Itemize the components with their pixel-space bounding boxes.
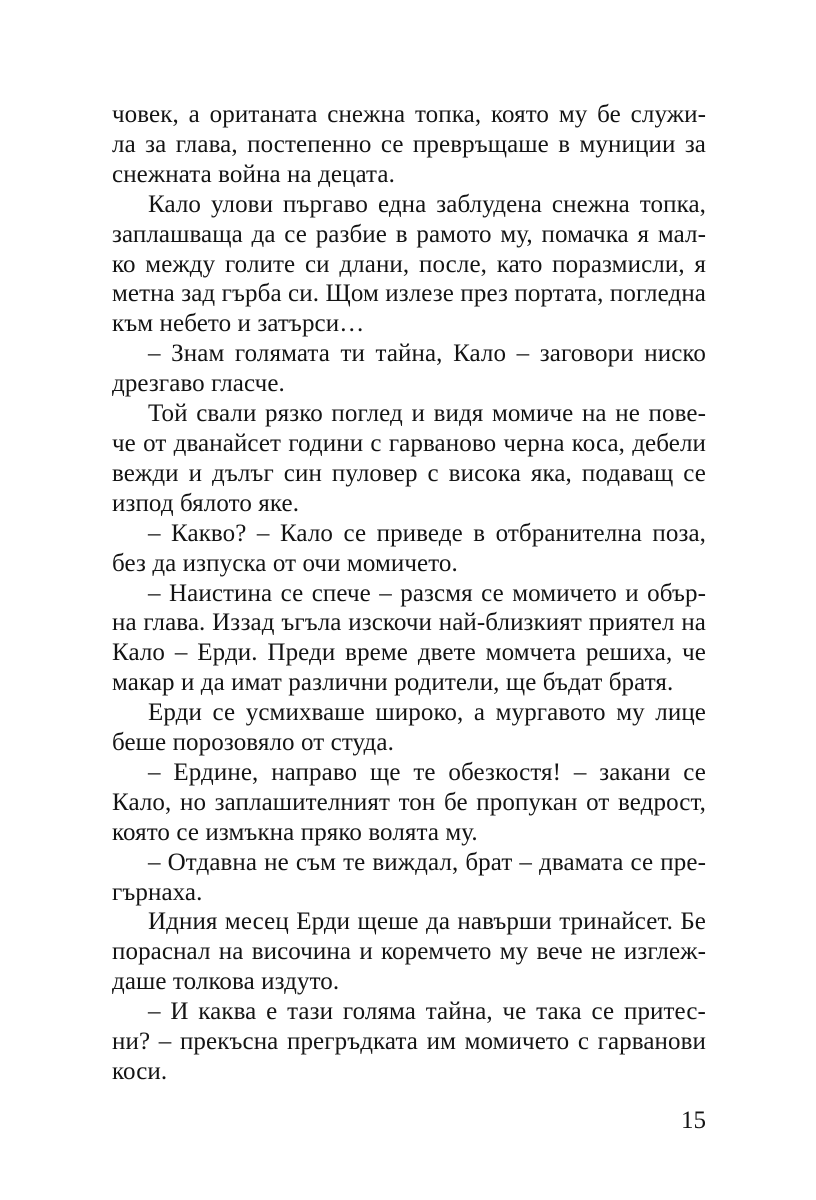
text-line: Кало улови пъргаво една заблудена снежна топка, xyxy=(148,190,706,218)
paragraph xyxy=(112,698,706,758)
text-line: на глава. Иззад ъгъла изскочи най-близкият приятел на xyxy=(112,609,706,637)
text-line: ко между голите си длани, после, като поразмисли, я xyxy=(112,250,706,278)
paragraph xyxy=(112,907,706,997)
paragraph xyxy=(112,758,706,848)
paragraph xyxy=(112,519,706,579)
paragraph xyxy=(112,579,706,699)
text-line: – Какво? – Кало се приведе в отбранителна поза, xyxy=(148,519,706,547)
text-line: Той свали рязко поглед и видя момиче на не пове- xyxy=(148,400,706,428)
paragraph xyxy=(112,997,706,1087)
text-line: – И каква е тази голяма тайна, че така се притес- xyxy=(148,998,706,1026)
text-line: снежната война на децата. xyxy=(112,160,395,188)
text-line: – Знам голямата ти тайна, Кало – заговори ниско xyxy=(148,340,706,368)
text-line: изпод бялото яке. xyxy=(112,489,300,517)
text-line: ла за глава, постепенно се превръщаше в муниции за xyxy=(112,130,706,158)
text-line: Кало, но заплашителният тон бе пропукан от ведрост, xyxy=(112,788,706,816)
page-number: 15 xyxy=(681,1107,706,1134)
text-line: – Отдавна не съм те виждал, брат – двамата се пре- xyxy=(148,848,706,876)
text-line: Кало – Ерди. Преди време двете момчета решиха, че xyxy=(112,639,706,667)
text-block xyxy=(112,100,706,1087)
text-line: макар и да имат различни родители, ще бъдат братя. xyxy=(112,669,674,697)
text-line: Ерди се усмихваше широко, а мургавото му лице xyxy=(148,699,706,727)
text-line: беше порозовяло от студа. xyxy=(112,729,394,757)
text-line: заплашваща да се разбие в рамото му, помачка я мал- xyxy=(112,220,706,248)
paragraph xyxy=(112,399,706,519)
text-line: – Ердине, направо ще те обезкостя! – закани се xyxy=(148,758,706,786)
paragraph xyxy=(112,339,706,399)
text-line: коси. xyxy=(112,1058,168,1085)
text-line: метна зад гърба си. Щом излезе през портата, погледна xyxy=(112,280,706,308)
text-line: дрезгаво гласче. xyxy=(112,370,285,398)
text-line: даше толкова издуто. xyxy=(112,968,340,996)
text-line: човек, а оританата снежна топка, която му бе служи- xyxy=(112,101,706,128)
text-line: пораснал на височина и коремчето му вече не изглеж- xyxy=(112,938,706,966)
paragraph xyxy=(112,190,706,340)
paragraph xyxy=(112,848,706,908)
text-line: – Наистина се спече – разсмя се момичето и обър- xyxy=(148,579,706,607)
text-line: без да изпуска от очи момичето. xyxy=(112,549,458,577)
text-line: която се измъкна пряко волята му. xyxy=(112,818,478,846)
text-line: Идния месец Ерди щеше да навърши тринайсет. Бе xyxy=(148,908,706,936)
text-line: че от дванайсет години с гарваново черна коса, дебели xyxy=(112,429,706,457)
text-line: ни? – прекъсна прегръдката им момичето с гарванови xyxy=(112,1028,706,1056)
text-line: гърнаха. xyxy=(112,878,203,906)
text-line: вежди и дълъг син пуловер с висока яка, подаващ се xyxy=(112,459,706,487)
text-line: към небето и затърси… xyxy=(112,310,365,338)
paragraph xyxy=(112,100,706,190)
